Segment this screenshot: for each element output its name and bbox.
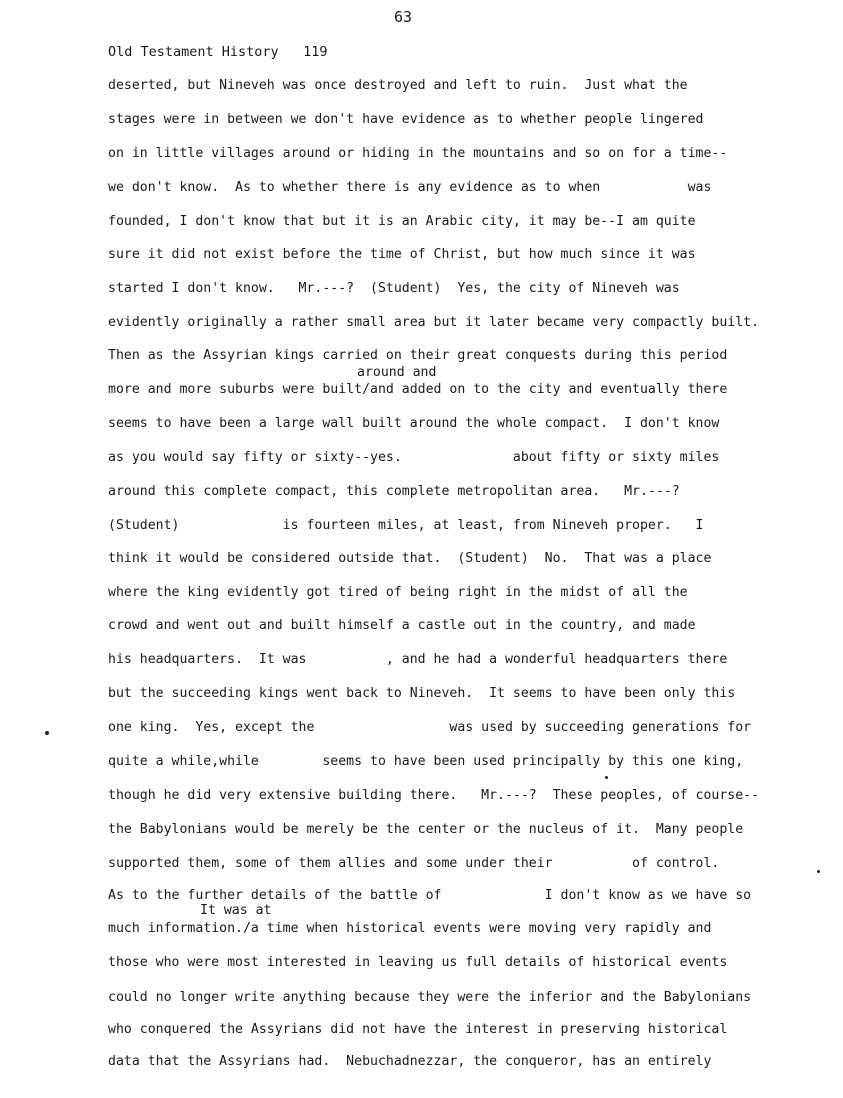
text-line: though he did very extensive building there. Mr.---? These peoples, of course-- — [108, 788, 760, 803]
text-line: the Babylonians would be merely be the center or the nucleus of it. Many people — [108, 822, 744, 837]
text-line: (Student) is fourteen miles, at least, from Nineveh proper. I — [108, 518, 704, 533]
text-line: we don't know. As to whether there is any evidence as to when was — [108, 180, 712, 195]
text-line: Then as the Assyrian kings carried on their great conquests during this period — [108, 348, 728, 363]
text-line: deserted, but Nineveh was once destroyed and left to ruin. Just what the — [108, 78, 688, 93]
stray-ink-dot — [817, 870, 820, 873]
stray-ink-dot — [45, 731, 49, 735]
page-header: Old Testament History 119 — [108, 44, 328, 60]
text-line: one king. Yes, except the was used by succeeding generations for — [108, 720, 752, 735]
text-line: more and more suburbs were built/and added on to the city and eventually there — [108, 382, 728, 397]
text-line: data that the Assyrians had. Nebuchadnezzar, the conqueror, has an entirely — [108, 1054, 712, 1069]
page-number: 63 — [394, 8, 413, 26]
interlinear-insertion: around and — [357, 365, 437, 380]
text-line: think it would be considered outside that. (Student) No. That was a place — [108, 551, 712, 566]
text-line: supported them, some of them allies and some under their of control. — [108, 856, 720, 871]
interlinear-insertion: It was at — [200, 903, 272, 918]
stray-ink-dot — [605, 776, 608, 779]
text-line: where the king evidently got tired of being right in the midst of all the — [108, 585, 688, 600]
text-line: who conquered the Assyrians did not have the interest in preserving historical — [108, 1022, 728, 1037]
text-line: stages were in between we don't have evidence as to whether people lingered — [108, 112, 704, 127]
text-line: evidently originally a rather small area but it later became very compactly built. — [108, 315, 760, 330]
text-line: As to the further details of the battle of I don't know as we have so — [108, 888, 752, 903]
text-line: but the succeeding kings went back to Nineveh. It seems to have been only this — [108, 686, 736, 701]
text-line: those who were most interested in leaving us full details of historical events — [108, 955, 728, 970]
text-line: his headquarters. It was , and he had a wonderful headquarters there — [108, 652, 728, 667]
text-line: on in little villages around or hiding in the mountains and so on for a time-- — [108, 146, 728, 161]
text-line: founded, I don't know that but it is an Arabic city, it may be--I am quite — [108, 214, 696, 229]
text-line: quite a while,while seems to have been used principally by this one king, — [108, 754, 744, 769]
text-line: seems to have been a large wall built around the whole compact. I don't know — [108, 416, 720, 431]
text-line: could no longer write anything because they were the inferior and the Babylonians — [108, 990, 752, 1005]
text-line: around this complete compact, this complete metropolitan area. Mr.---? — [108, 484, 680, 499]
text-line: much information./a time when historical events were moving very rapidly and — [108, 921, 712, 936]
text-line: as you would say fifty or sixty--yes. about fifty or sixty miles — [108, 450, 720, 465]
text-line: sure it did not exist before the time of Christ, but how much since it was — [108, 247, 696, 262]
text-line: started I don't know. Mr.---? (Student) Yes, the city of Nineveh was — [108, 281, 680, 296]
text-line: crowd and went out and built himself a castle out in the country, and made — [108, 618, 696, 633]
